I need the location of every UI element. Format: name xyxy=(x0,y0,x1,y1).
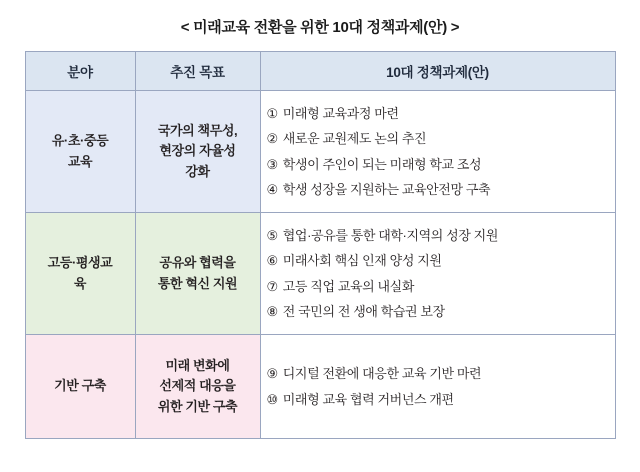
column-header-goal: 추진 목표 xyxy=(135,52,260,91)
task-number: ⑩ xyxy=(266,391,278,407)
goal-line: 현장의 자율성 xyxy=(159,143,236,159)
task-number: ① xyxy=(266,105,278,121)
goal-line: 국가의 책무성, xyxy=(157,123,238,139)
table-row xyxy=(25,213,615,335)
task-item xyxy=(267,248,609,274)
task-label: 디지털 전환에 대응한 교육 기반 마련 xyxy=(282,366,482,381)
policy-task-table xyxy=(25,51,616,439)
goal-line: 미래 변화에 xyxy=(165,358,230,374)
goal-line: 강화 xyxy=(185,163,210,179)
task-label: 학생이 주인이 되는 미래형 학교 조성 xyxy=(282,156,482,172)
task-item xyxy=(267,152,609,178)
row-goal-cell xyxy=(135,91,260,213)
task-item xyxy=(267,274,609,300)
task-item xyxy=(267,101,609,127)
goal-line: 위한 기반 구축 xyxy=(157,398,238,414)
task-item xyxy=(267,126,609,152)
goal-line: 공유와 협력을 xyxy=(159,255,236,271)
task-item xyxy=(267,299,609,325)
field-line: 유·초·중등 xyxy=(51,133,109,149)
task-item xyxy=(267,177,609,203)
task-label: 전 국민의 전 생애 학습권 보장 xyxy=(282,304,445,319)
table-header-row xyxy=(25,52,615,91)
task-label: 고등 직업 교육의 내실화 xyxy=(282,278,414,294)
row-goal-cell xyxy=(135,213,260,335)
table-header xyxy=(25,52,615,91)
task-number: ⑥ xyxy=(266,253,278,268)
task-number: ② xyxy=(266,131,278,146)
task-number: ⑤ xyxy=(266,227,278,243)
goal-line: 선제적 대응을 xyxy=(159,378,236,394)
column-header-tasks: 10대 정책과제(안) xyxy=(260,52,615,91)
task-number: ⑦ xyxy=(266,278,278,294)
row-tasks-cell xyxy=(260,213,615,335)
task-item xyxy=(267,387,609,413)
table-body xyxy=(25,91,615,439)
row-tasks-cell xyxy=(260,335,615,439)
row-field-cell xyxy=(25,91,135,213)
table-row xyxy=(25,335,615,439)
page-title: < 미래교육 전환을 위한 10대 정책과제(안) > xyxy=(180,19,460,36)
task-number: ④ xyxy=(266,182,278,197)
field-line: 교육 xyxy=(67,153,93,169)
task-number: ③ xyxy=(266,156,278,172)
row-goal-cell xyxy=(135,335,260,439)
task-label: 미래형 교육과정 마련 xyxy=(282,105,399,121)
task-label: 새로운 교원제도 논의 추진 xyxy=(282,131,427,146)
column-header-field: 분야 xyxy=(25,52,135,91)
task-number: ⑨ xyxy=(266,366,278,381)
task-label: 미래사회 핵심 인재 양성 지원 xyxy=(282,253,442,268)
field-line: 고등·평생교 xyxy=(47,255,113,271)
table-row xyxy=(25,91,615,213)
field-line: 육 xyxy=(73,275,87,291)
goal-line: 통한 혁신 지원 xyxy=(157,275,238,291)
row-field-cell xyxy=(25,213,135,335)
task-number: ⑧ xyxy=(266,304,278,319)
task-item xyxy=(267,223,609,249)
field-line: 기반 구축 xyxy=(54,378,106,394)
task-label: 학생 성장을 지원하는 교육안전망 구축 xyxy=(282,182,491,197)
task-label: 협업·공유를 통한 대학·지역의 성장 지원 xyxy=(282,227,498,243)
task-label: 미래형 교육 협력 거버넌스 개편 xyxy=(282,391,454,407)
row-field-cell xyxy=(25,335,135,439)
task-item xyxy=(267,361,609,387)
row-tasks-cell xyxy=(260,91,615,213)
